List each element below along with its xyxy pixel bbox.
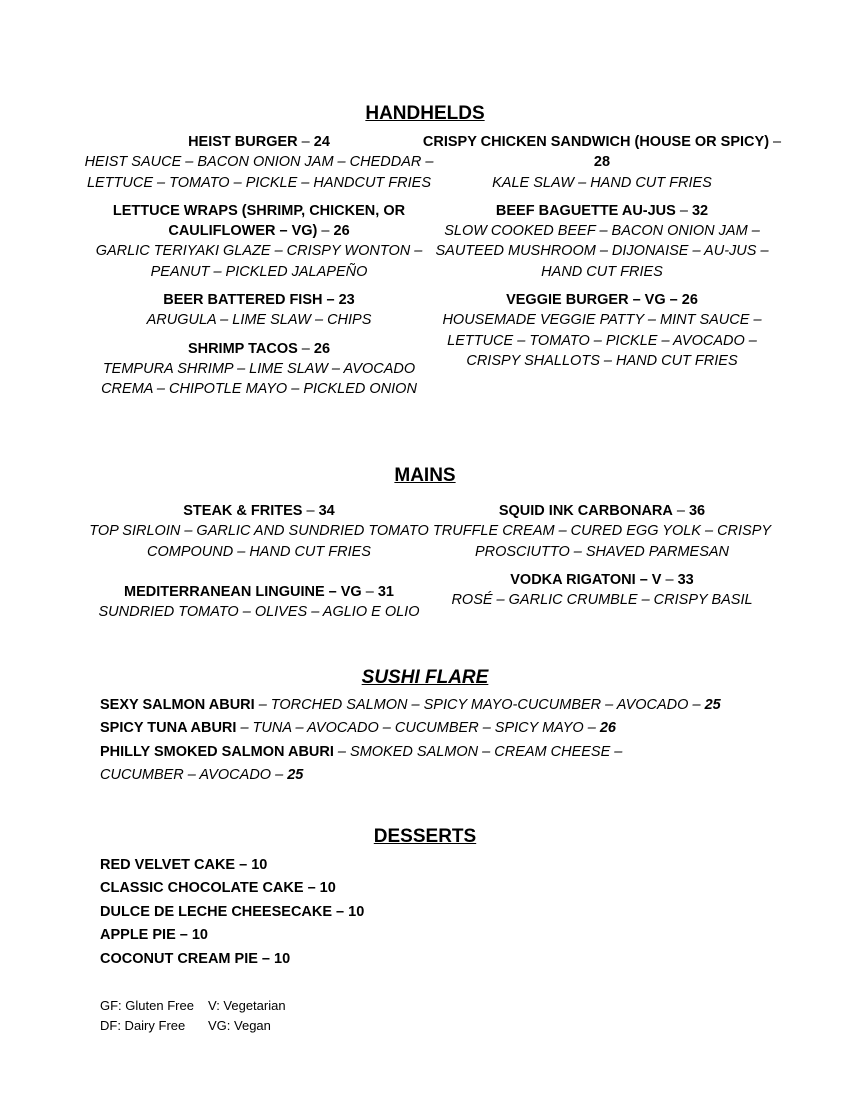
item-name: PHILLY SMOKED SALMON ABURI — [100, 743, 334, 760]
menu-item: BEER BATTERED FISH – 23 ARUGULA – LIME SLAW – CHIPS — [79, 290, 439, 331]
item-name: STEAK & FRITES — [183, 503, 303, 519]
item-description: SUNDRIED TOMATO – OLIVES – AGLIO E OLIO — [98, 604, 420, 621]
legend-row — [100, 1016, 286, 1036]
item-description: TOP SIRLOIN – GARLIC AND SUNDRIED TOMATO COMPOUND – HAND CUT FRIES — [89, 523, 429, 560]
item-description: KALE SLAW – HAND CUT FRIES — [492, 174, 712, 191]
menu-item: STEAK & FRITES – 34 TOP SIRLOIN – GARLIC AND SUNDRIED TOMATO COMPOUND – HAND CUT FRIES — [79, 501, 439, 562]
list-item: CLASSIC CHOCOLATE CAKE – 10 — [100, 880, 336, 897]
item-price: 24 — [313, 134, 330, 150]
item-name: MEDITERRANEAN LINGUINE – VG — [124, 583, 362, 600]
item-name: BEEF BAGUETTE AU-JUS — [495, 202, 676, 219]
list-item — [100, 717, 780, 740]
item-price: 26 — [681, 292, 698, 309]
item-price: 34 — [318, 503, 335, 519]
item-name: SHRIMP TACOS — [187, 340, 298, 357]
item-description: TRUFFLE CREAM – CURED EGG YOLK – CRISPY PROSCIUTTO – SHAVED PARMESAN — [432, 523, 772, 560]
item-description: – TORCHED SALMON – SPICY MAYO-CUCUMBER – AVOCADO – — [254, 697, 705, 713]
item-price: 28 — [593, 154, 611, 171]
item-name: VEGGIE BURGER – VG — [506, 292, 666, 309]
menu-item: VODKA RIGATONI – V – 33 ROSÉ – GARLIC CRUMBLE – CRISPY BASIL — [422, 570, 782, 611]
desserts-list — [100, 854, 780, 971]
dietary-legend — [100, 996, 286, 1035]
handhelds-title: HANDHELDS — [365, 103, 485, 124]
menu-item: SQUID INK CARBONARA – 36 TRUFFLE CREAM – CURED EGG YOLK – CRISPY PROSCIUTTO – SHAVED PARMESAN — [422, 501, 782, 562]
item-name: BEER BATTERED FISH — [163, 292, 323, 309]
item-price: 23 — [338, 292, 355, 309]
menu-item: CRISPY CHICKEN SANDWICH (HOUSE OR SPICY) – 28 KALE SLAW – HAND CUT FRIES — [422, 132, 782, 193]
item-description: TEMPURA SHRIMP – LIME SLAW – AVOCADO CREMA – CHIPOTLE MAYO – PICKLED ONION — [101, 360, 417, 398]
menu-item: VEGGIE BURGER – VG – 26 HOUSEMADE VEGGIE PATTY – MINT SAUCE – LETTUCE – TOMATO – PICKLE – AVOCADO – CRISPY SHALLOTS – HAND CUT FRIES — [422, 290, 782, 371]
item-name: HEIST BURGER — [188, 134, 298, 150]
menu-item: MEDITERRANEAN LINGUINE – VG – 31 SUNDRIED TOMATO – OLIVES – AGLIO E OLIO — [79, 582, 439, 623]
menu-item: BEEF BAGUETTE AU-JUS – 32 SLOW COOKED BEEF – BACON ONION JAM – SAUTEED MUSHROOM – DIJONAISE – AU-JUS – HAND CUT FRIES — [422, 201, 782, 282]
mains-title: MAINS — [394, 465, 456, 486]
item-name: VODKA RIGATONI – V — [510, 571, 662, 588]
legend-gluten-free: GF: Gluten Free — [100, 998, 194, 1013]
mains-left-column — [79, 501, 439, 622]
item-description: HEIST SAUCE – BACON ONION JAM – CHEDDAR – LETTUCE – TOMATO – PICKLE – HANDCUT FRIES — [84, 154, 434, 191]
list-item: COCONUT CREAM PIE – 10 — [100, 950, 291, 967]
item-name: LETTUCE WRAPS (SHRIMP, CHICKEN, OR CAULIFLOWER – VG) — [112, 202, 406, 240]
desserts-title: DESSERTS — [373, 826, 477, 847]
item-price: 26 — [313, 340, 331, 357]
list-item: APPLE PIE – 10 — [100, 927, 208, 944]
legend-row — [100, 996, 286, 1016]
item-name: SQUID INK CARBONARA — [498, 503, 673, 519]
menu-item: SHRIMP TACOS – 26 TEMPURA SHRIMP – LIME SLAW – AVOCADO CREMA – CHIPOTLE MAYO – PICKLED ONION — [79, 339, 439, 400]
item-name: CRISPY CHICKEN SANDWICH (HOUSE OR SPICY) — [422, 134, 770, 150]
item-price: 31 — [377, 583, 394, 600]
list-item: DULCE DE LECHE CHEESECAKE – 10 — [100, 903, 365, 920]
item-price: 33 — [677, 571, 694, 588]
item-price: 32 — [691, 202, 709, 219]
item-price: 36 — [688, 503, 706, 519]
sushi-title: SUSHI FLARE — [361, 667, 489, 688]
legend-dairy-free: DF: Dairy Free — [100, 1017, 186, 1033]
item-description: HOUSEMADE VEGGIE PATTY – MINT SAUCE – LETTUCE – TOMATO – PICKLE – AVOCADO – CRISPY SHALLOTS – HAND CUT FRIES — [442, 312, 762, 369]
legend-vegetarian: V: Vegetarian — [208, 998, 286, 1013]
list-item: RED VELVET CAKE – 10 — [100, 857, 268, 873]
item-description: SLOW COOKED BEEF – BACON ONION JAM – SAUTEED MUSHROOM – DIJONAISE – AU-JUS – HAND CUT FRIES — [435, 223, 769, 280]
legend-vegan: VG: Vegan — [208, 1017, 271, 1033]
list-item — [100, 741, 700, 788]
mains-right-column — [422, 501, 782, 610]
item-price: 26 — [333, 223, 350, 240]
item-price: 25 — [287, 767, 304, 784]
item-name: SEXY SALMON ABURI — [100, 697, 255, 713]
item-price: 26 — [599, 720, 616, 737]
item-description: ARUGULA – LIME SLAW – CHIPS — [146, 312, 372, 329]
item-description: – SMOKED SALMON – CREAM CHEESE – CUCUMBER – AVOCADO – — [100, 743, 623, 784]
sushi-list — [100, 694, 780, 788]
menu-item: LETTUCE WRAPS (SHRIMP, CHICKEN, OR CAULIFLOWER – VG) – 26 GARLIC TERIYAKI GLAZE – CRISPY WONTON – PEANUT – PICKLED JALAPEÑO — [79, 201, 439, 282]
item-description: – TUNA – AVOCADO – CUCUMBER – SPICY MAYO – — [236, 720, 600, 737]
list-item — [100, 694, 780, 717]
menu-item: HEIST BURGER – 24 HEIST SAUCE – BACON ONION JAM – CHEDDAR – LETTUCE – TOMATO – PICKLE – HANDCUT FRIES — [79, 132, 439, 193]
item-price: 25 — [704, 697, 721, 713]
item-name: SPICY TUNA ABURI — [100, 720, 237, 737]
handhelds-right-column — [422, 132, 782, 371]
handhelds-left-column — [79, 132, 439, 400]
item-description: ROSÉ – GARLIC CRUMBLE – CRISPY BASIL — [451, 592, 753, 609]
item-description: GARLIC TERIYAKI GLAZE – CRISPY WONTON – PEANUT – PICKLED JALAPEÑO — [95, 243, 423, 280]
